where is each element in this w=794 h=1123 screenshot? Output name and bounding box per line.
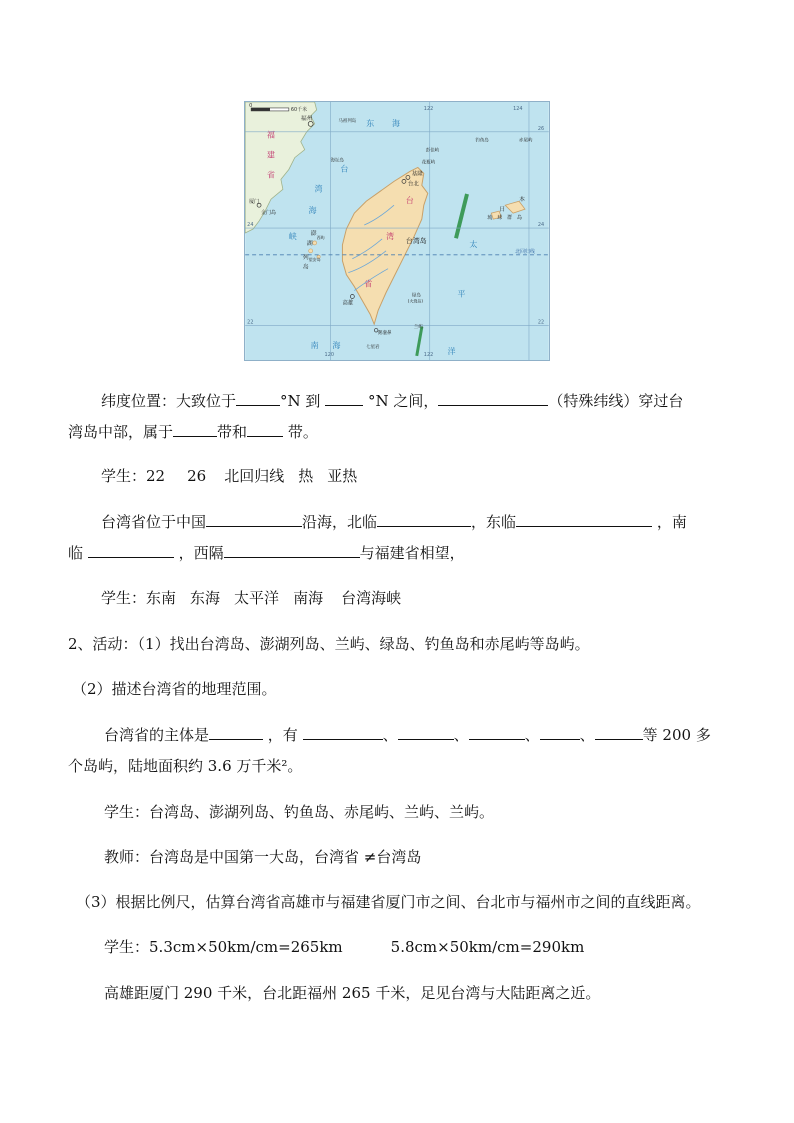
place-matsu: 马祖列岛 (338, 118, 357, 124)
lon-label: 122 (423, 105, 434, 112)
place-chiwei: 赤尾屿 (519, 138, 533, 144)
answer-item: 热 (298, 467, 314, 485)
student-answer-4 (104, 936, 584, 958)
label-hu: 湖 (306, 239, 313, 247)
question-2: （2）描述台湾省的地理范围。 (72, 680, 277, 698)
label-ping: 平 (457, 289, 466, 299)
label-xia: 峡 (288, 231, 297, 241)
place-huaping: 花瓶屿 (421, 160, 436, 166)
scope-question-line1 (104, 724, 711, 746)
conclusion: 高雄距厦门 290 千米，台北距福州 265 千米，足见台湾与大陆距离之近。 (104, 984, 601, 1002)
text: 沿海，北临 (302, 513, 378, 531)
label-hai2: 海 (308, 206, 317, 216)
lat-label: 24 (247, 222, 254, 229)
answer-item: 台湾海峡 (341, 589, 402, 607)
text: 台湾省位于中国 (101, 513, 207, 531)
location-question-line1 (101, 511, 687, 533)
taiwan-map-svg (245, 102, 549, 360)
text: ，有 (267, 726, 298, 744)
label-wan1: 湾 (314, 184, 323, 194)
place-xiamen: 厦门 (249, 199, 260, 206)
answer-blank[interactable] (540, 725, 580, 740)
place-jinmen: 金门岛 (261, 210, 276, 217)
scale-label: 60千米 (290, 106, 308, 113)
label-ben: 本 (519, 196, 526, 204)
penghu-island (309, 249, 313, 253)
lat-label: 26 (537, 125, 545, 132)
place-qixing: 七星岩 (366, 345, 380, 351)
student-answer-1 (101, 465, 357, 487)
question-3: （3）根据比例尺，估算台湾省高雄市与福建省厦门市之间、台北市与福州市之间的直线距离。 (76, 893, 701, 911)
label-hai3: 海 (332, 341, 341, 351)
scale-bar-fill (251, 108, 270, 111)
label-tai1: 台 (340, 164, 349, 174)
latitude-question-line1 (101, 390, 683, 412)
location-question-line2 (68, 542, 465, 564)
text: （特殊纬线）穿过台 (548, 392, 684, 410)
latitude-question-line2 (68, 421, 318, 443)
label-fu: 福 (267, 130, 275, 140)
lat-label: 24 (537, 222, 545, 229)
label-dao: 岛 (302, 263, 309, 271)
label-lie: 列 (302, 253, 309, 261)
answer-blank[interactable] (206, 512, 302, 527)
place-haitan: 海坛岛 (330, 158, 344, 164)
student-label: 学生： (101, 589, 147, 607)
answer-item: 26 (187, 467, 207, 485)
place-diaoyu: 钓鱼岛 (475, 138, 489, 144)
student-label: 学生： (104, 938, 150, 956)
answer-blank[interactable] (516, 512, 652, 527)
text: 带。 (287, 423, 318, 441)
activity-heading: 2、活动：（1）找出台湾岛、澎湖列岛、兰屿、绿岛、钓鱼岛和赤尾屿等岛屿。 (68, 635, 590, 653)
label-jian: 建 (267, 150, 275, 160)
text: 湾岛中部，属于 (68, 423, 174, 441)
text: 带和 (217, 423, 248, 441)
answer-blank[interactable] (224, 543, 360, 558)
answer-blank[interactable] (398, 725, 454, 740)
answer-blank[interactable] (595, 725, 643, 740)
place-lvdao-alt: (火烧岛) (407, 298, 423, 304)
text: 等 200 多 (642, 726, 711, 744)
label-tai2: 台 (405, 196, 414, 206)
place-kaohsiung: 高雄 (342, 300, 354, 307)
answer-blank[interactable] (209, 725, 263, 740)
place-lanyu: 兰屿 (413, 325, 423, 331)
place-wangan: 望安岛 (308, 256, 321, 262)
separator: 、 (382, 726, 398, 744)
answer-blank[interactable] (377, 512, 471, 527)
answer-item: 太平洋 (234, 589, 280, 607)
text: ，西隔 (178, 544, 224, 562)
text: 与福建省相望， (359, 544, 465, 562)
answer-blank[interactable] (88, 543, 174, 558)
place-lvdao: 绿岛 (411, 293, 421, 299)
answer-blank[interactable] (247, 422, 283, 437)
place-eluanbi: 鹅銮鼻 (378, 331, 392, 337)
answer-blank[interactable] (469, 725, 525, 740)
label-dong: 东 (366, 118, 375, 128)
scope-question-line2: 个岛屿，陆地面积约 3.6 万千米²。 (68, 757, 303, 775)
place-fuzhou: 福州 (300, 114, 313, 122)
label-sheng: 省 (267, 170, 275, 180)
separator: 、 (524, 726, 540, 744)
answer-blank[interactable] (438, 391, 548, 406)
answer-blank[interactable] (173, 422, 217, 437)
lat-label: 22 (537, 319, 545, 326)
answer-item: 22 (146, 467, 166, 485)
teacher-note: 教师：台湾岛是中国第一大岛，台湾省 ≠台湾岛 (104, 848, 422, 866)
answer-blank[interactable] (236, 391, 280, 406)
taiwan-map (244, 101, 550, 361)
answer-item: 北回归线 (224, 467, 285, 485)
text: ，东临 (471, 513, 517, 531)
text: 临 (68, 544, 84, 562)
label-yang: 洋 (447, 347, 456, 357)
separator: 、 (579, 726, 595, 744)
penghu-island (313, 241, 317, 245)
scale-zero: 0 (249, 102, 253, 109)
answer-item: 南海 (293, 589, 324, 607)
place-taiwan-island: 台湾岛 (405, 236, 427, 245)
answer-item: 东海 (190, 589, 221, 607)
lat-label: 22 (247, 319, 254, 326)
label-ri: 日 (499, 206, 506, 214)
student-label: 学生： (101, 467, 147, 485)
lon-label: 120 (324, 352, 335, 359)
label-sheng2: 省 (364, 279, 373, 289)
lon-label: 124 (513, 105, 523, 112)
label-tai3: 太 (469, 239, 478, 249)
text: 台湾省的主体是 (104, 726, 210, 744)
tropic-label: 北回归线 (515, 248, 535, 255)
place-taipei: 台北 (407, 181, 419, 188)
place-ryukyu: 琉 球 群 岛 (487, 215, 522, 222)
text: ，南 (656, 513, 687, 531)
answer-item: 亚热 (327, 467, 358, 485)
separator: 、 (453, 726, 469, 744)
label-wan2: 湾 (386, 231, 395, 241)
student-answer-2 (101, 587, 401, 609)
student-answer-3: 学生：台湾岛、澎湖列岛、钓鱼岛、赤尾屿、兰屿、兰屿。 (104, 803, 495, 821)
label-peng: 澎 (310, 229, 317, 237)
label-nan: 南 (310, 341, 319, 351)
place-xiyu: 西屿 (316, 234, 325, 240)
text: °N 到 (280, 392, 321, 410)
answer-blank[interactable] (303, 725, 383, 740)
label-hai1: 海 (392, 118, 400, 128)
calc-1: 5.3cm×50km/cm=265km (149, 938, 343, 956)
place-keelung: 基隆 (411, 171, 423, 178)
lon-label: 122 (423, 352, 434, 359)
place-pengjia: 彭佳屿 (425, 148, 440, 154)
answer-blank[interactable] (325, 391, 363, 406)
text: 纬度位置：大致位于 (101, 392, 237, 410)
answer-item: 东南 (146, 589, 177, 607)
text: °N 之间， (367, 392, 439, 410)
calc-2: 5.8cm×50km/cm=290km (390, 938, 585, 956)
